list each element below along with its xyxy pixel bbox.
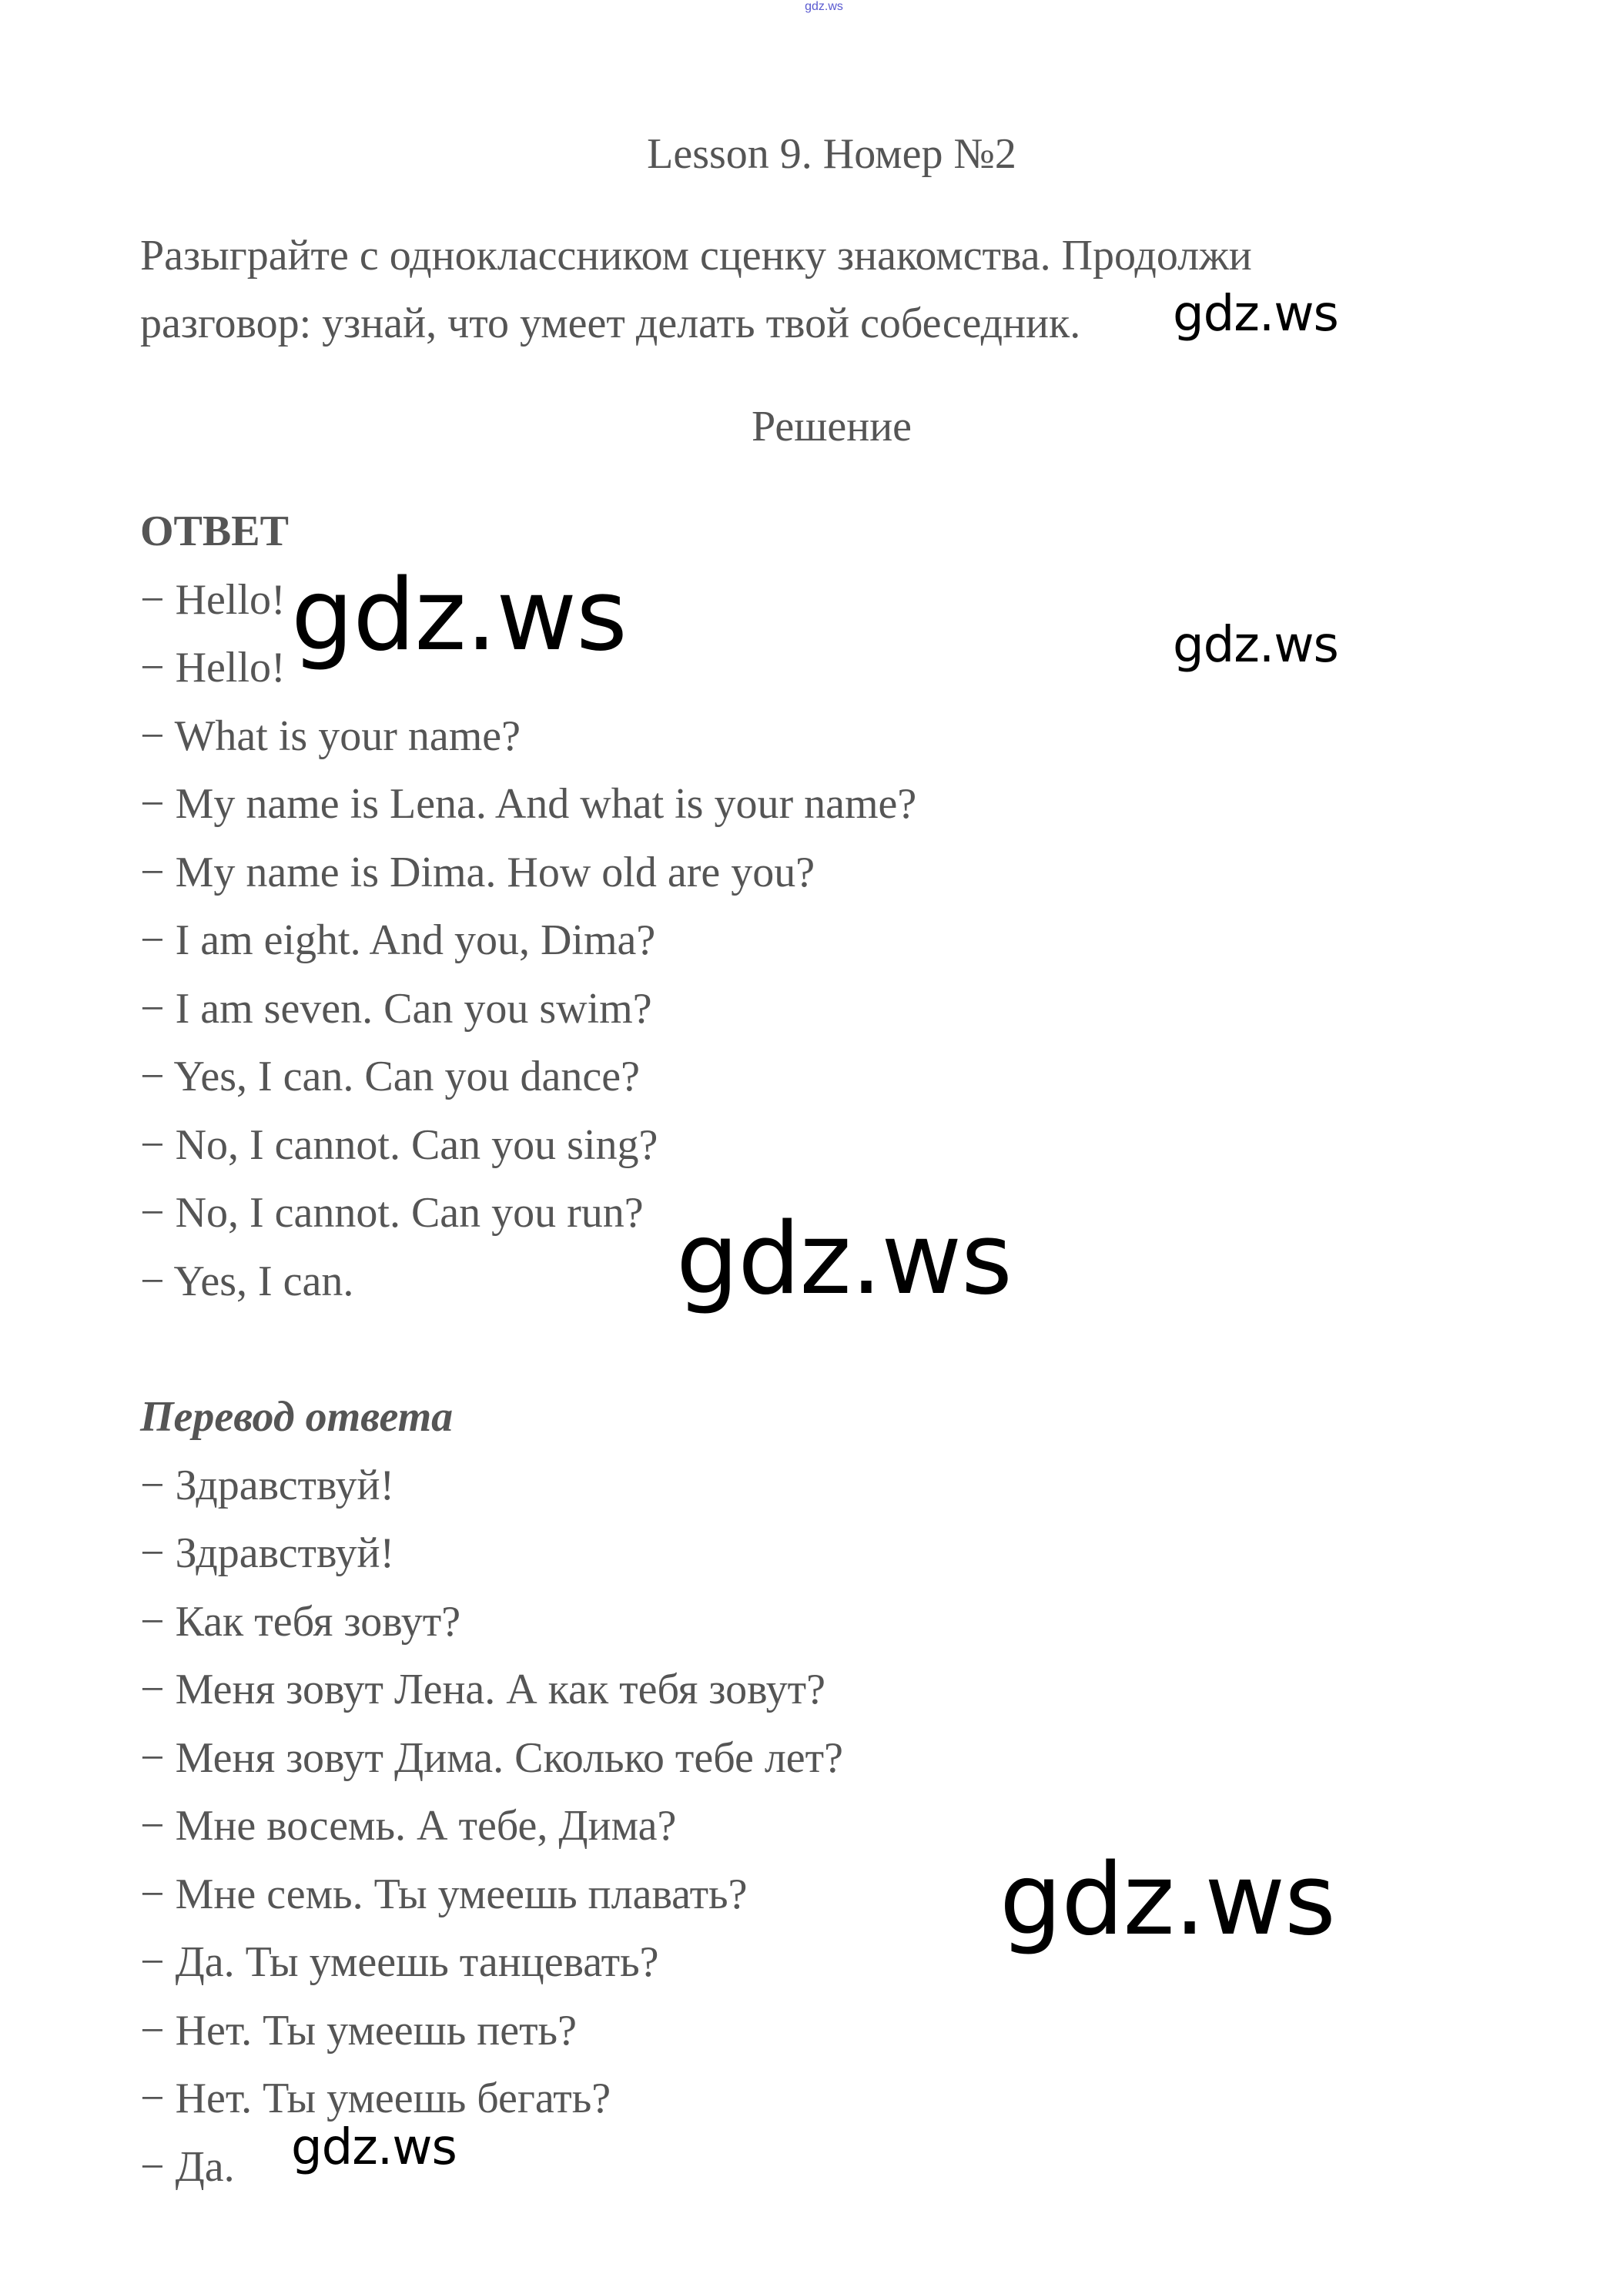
translation-section xyxy=(140,1383,843,2201)
solution-label: Решение xyxy=(751,403,912,450)
translation-line: − Меня зовут Дима. Сколько тебе лет? xyxy=(140,1733,843,1782)
translation-line: − Да. Ты умеешь танцевать? xyxy=(140,1938,659,1986)
watermark: gdz.ws xyxy=(1000,1843,1335,1958)
translation-line: − Как тебя зовут? xyxy=(140,1597,461,1646)
dialogue-line: − Yes, I can. Can you dance? xyxy=(140,1053,640,1100)
watermark: gdz.ws xyxy=(1173,617,1338,674)
watermark: gdz.ws xyxy=(291,2119,457,2176)
watermark: gdz.ws xyxy=(676,1202,1012,1317)
dialogue-line: − Yes, I can. xyxy=(140,1257,354,1305)
watermark: gdz.ws xyxy=(291,558,627,673)
top-watermark: gdz.ws xyxy=(805,0,843,13)
translation-line: − Здравствуй! xyxy=(140,1529,395,1577)
dialogue-line: − No, I cannot. Can you sing? xyxy=(140,1120,658,1169)
translation-line: − Мне восемь. А тебе, Дима? xyxy=(140,1802,677,1850)
task-text xyxy=(140,222,1252,357)
translation-heading: Перевод ответа xyxy=(140,1393,454,1441)
dialogue-line: − What is your name? xyxy=(140,712,521,760)
dialogue-line: − I am eight. And you, Dima? xyxy=(140,916,656,964)
task-line: разговор: узнай, что умеет делать твой собеседник. xyxy=(140,300,1081,347)
translation-line: − Нет. Ты умеешь петь? xyxy=(140,2006,577,2055)
translation-line: − Меня зовут Лена. А как тебя зовут? xyxy=(140,1666,825,1713)
dialogue-line: − No, I cannot. Can you run? xyxy=(140,1189,644,1237)
translation-line: − Да. xyxy=(140,2142,235,2191)
dialogue-line: − I am seven. Can you swim? xyxy=(140,984,652,1033)
answer-heading: ОТВЕТ xyxy=(140,507,289,555)
translation-line: − Здравствуй! xyxy=(140,1461,395,1509)
dialogue-line: − My name is Dima. How old are you? xyxy=(140,848,815,896)
page-title: Lesson 9. Номер №2 xyxy=(647,130,1016,178)
translation-line: − Мне семь. Ты умеешь плавать? xyxy=(140,1870,748,1918)
translation-line: − Нет. Ты умеешь бегать? xyxy=(140,2075,611,2122)
dialogue-line: − Hello! xyxy=(140,644,286,692)
dialogue-line: − Hello! xyxy=(140,575,286,624)
task-line: Разыграйте с одноклассником сценку знакомства. Продолжи xyxy=(140,232,1252,280)
dialogue-line: − My name is Lena. And what is your name? xyxy=(140,780,917,828)
watermark: gdz.ws xyxy=(1173,286,1338,343)
